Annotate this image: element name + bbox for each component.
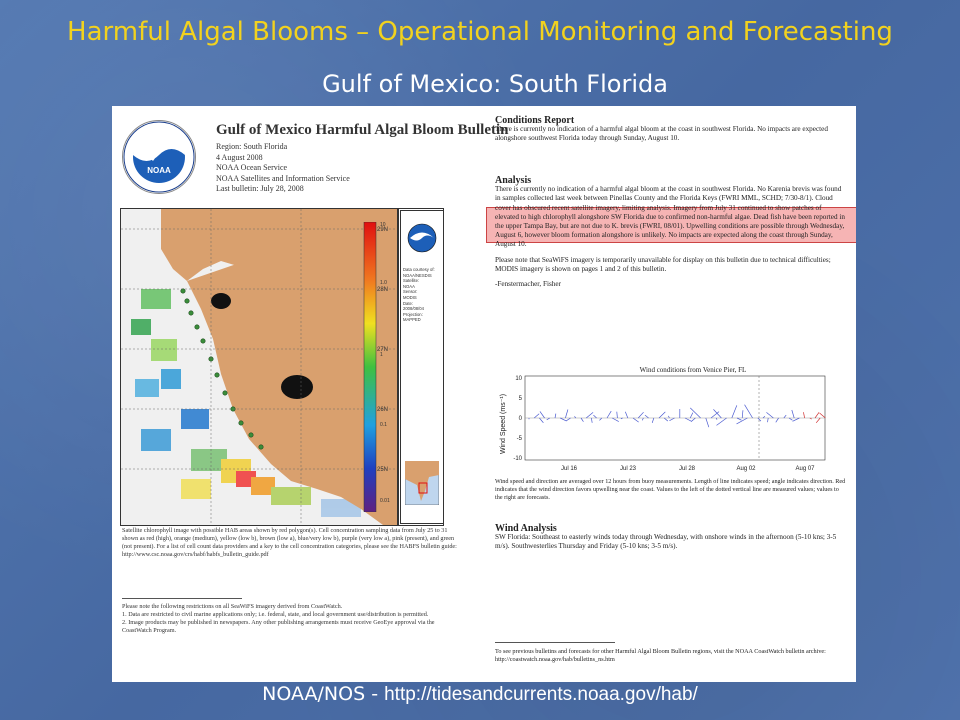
bulletin-title: Gulf of Mexico Harmful Algal Bloom Bulletin — [216, 122, 509, 138]
lat-label: 28N — [377, 287, 389, 293]
lat-label: 29N — [377, 227, 389, 233]
scale-labels — [380, 222, 394, 512]
footer-org: NOAA/NOS - — [262, 683, 385, 705]
noaa-logo-icon — [122, 120, 196, 194]
wind-x-tick: Aug 02 — [736, 466, 756, 472]
wind-analysis-text: SW Florida: Southeast to easterly winds today through Wednesday, with onshore winds in the afternoon (5-10 kns; 3-5 m/s). Southwesterlies Thursday and Friday (5-10 kns; 3-5 m/s). — [495, 533, 837, 551]
legend-label: Satellite: — [403, 278, 420, 284]
wind-x-tick: Jul 23 — [619, 466, 637, 472]
scale-value: 0.01 — [380, 498, 390, 504]
conditions-report — [495, 116, 847, 144]
locator-map-icon — [405, 461, 439, 505]
legend-label: MAPPED — [403, 317, 421, 323]
conditions-text: There is currently no indication of a harmful algal bloom at the coast in southwest Florida. No impacts are expected alongshore southwest Florida today through Sunday, August 10. — [495, 125, 828, 143]
wind-y-tick: -10 — [513, 456, 522, 462]
bulletin-date: 4 August 2008 — [216, 152, 263, 162]
satellite-chlorophyll-map — [120, 208, 398, 526]
legend-label: Date: — [403, 300, 414, 306]
analysis-paragraph-1: There is currently no indication of a harmful algal bloom at the coast in southwest Florida. No Karenia brevis was found in samples collected last week between Pinellas County and the Florida Keys (FWRI MML, SCHD; 7/30-8/1). Cloud cover has obscured recent satellite imagery, limiting analysis. Imagery from July 31 continued to show patches of elevated to high chlorophyll alongshore SW Florida due to confirmed non-harmful algae. Dead fish have been reported in the upper Tampa Bay, but are not due to K. brevis (FWRI, 08/01). Upwelling conditions are possible through Wednesday, August 6, however bloom formation alongshore is unlikely. No impacts are expected along the coast through Sunday, August 10. — [495, 185, 845, 249]
wind-y-tick: 5 — [518, 396, 522, 402]
legend-meta — [403, 267, 443, 323]
scale-value: 1 — [380, 352, 383, 358]
legend-label: NOAA/NESDIS — [403, 272, 432, 278]
analysis-heading: Analysis — [495, 175, 532, 186]
scale-value: 10 — [380, 222, 386, 228]
chlorophyll-color-scale — [362, 222, 378, 512]
wind-x-tick: Aug 07 — [795, 466, 815, 472]
bulletin-service-satellite: NOAA Satellites and Information Service — [216, 173, 350, 183]
wind-caption: Wind speed and direction are averaged over 12 hours from buoy measurements. Length of line indicates speed; angle indicates direction. Red indicates that the wind direction favors upwelling near the coast. Values to the left of the dotted vertical line are measured values; values to the right are forecasts. — [495, 478, 846, 501]
wind-conditions-chart — [495, 362, 847, 474]
archive-footnote: To see previous bulletins and forecasts for other Harmful Algal Bloom Bulletin regions, visit the NOAA CoastWatch bulletin archive: http://coastwatch.noaa.gov/hab/bulletins_ns.htm — [495, 648, 826, 663]
divider — [122, 598, 242, 599]
bulletin-region: Region: South Florida — [216, 142, 288, 151]
wind-x-tick: Jul 28 — [678, 466, 696, 472]
legend-label: Data courtesy of: — [403, 267, 435, 272]
wind-x-tick: Jul 16 — [560, 466, 578, 472]
wind-y-label: Wind Speed (ms⁻¹) — [500, 393, 507, 455]
bulletin-service-ocean: NOAA Ocean Service — [216, 163, 288, 172]
restriction-2: 2. Image products may be published in newspapers. Any other publishing arrangements must receive GeoEye approval via the CoastWatch Program. — [122, 619, 435, 634]
divider — [495, 642, 615, 643]
scale-value: 1.0 — [380, 280, 387, 286]
noaa-logo-text: NOAA — [147, 166, 171, 175]
noaa-small-logo-icon — [407, 223, 437, 253]
lat-label: 26N — [377, 407, 389, 413]
conditions-heading: Conditions Report — [495, 115, 575, 126]
footer-url[interactable]: http://tidesandcurrents.noaa.gov/hab/ — [384, 684, 698, 705]
slide-subtitle: Gulf of Mexico: South Florida — [322, 70, 668, 98]
legend-label: 2008/08/04 — [403, 306, 424, 312]
lat-label: 27N — [377, 347, 389, 353]
lat-label: 25N — [377, 467, 389, 473]
bulletin-last: Last bulletin: July 28, 2008 — [216, 184, 304, 193]
slide-title: Harmful Algal Blooms – Operational Monitoring and Forecasting — [67, 17, 893, 47]
wind-analysis — [495, 524, 847, 552]
legend-label: Sensor: — [403, 289, 418, 295]
legend-label: NOAA — [403, 283, 415, 289]
wind-y-tick: 10 — [515, 376, 522, 382]
legend-label: Projection: — [403, 311, 423, 317]
scale-value: 0.1 — [380, 422, 387, 428]
wind-y-tick: -5 — [516, 436, 522, 442]
restrictions-intro: Please note the following restrictions on all SeaWiFS imagery derived from CoastWatch. — [122, 603, 343, 610]
legend-label: MODIS — [403, 294, 417, 300]
map-caption: Satellite chlorophyll image with possible HAB areas shown by red polygon(s). Cell concentration sampling data from July 25 to 31 shown as red (high), orange (medium), yellow (low b), brown (low a), blue/very low b), purple (very low a), pink (present), and green (not present). For a list of cell count data providers and a key to the cell concentration categories, please see the HABFS bulletin guide: http://www.csc.noaa.gov/crs/habf/habfs_bulletin_guide.pdf — [122, 527, 457, 558]
restriction-1: 1. Data are restricted to civil marine applications only; i.e. federal, state, and local government use/distribution is permitted. — [122, 611, 429, 618]
analysis-authors: -Fenstermacher, Fisher — [495, 280, 561, 289]
restrictions — [122, 603, 462, 635]
bulletin-meta — [216, 142, 350, 195]
analysis-paragraph-2: Please note that SeaWiFS imagery is temporarily unavailable for display on this bulletin due to technical difficulties; MODIS imagery is shown on pages 1 and 2 of this bulletin. — [495, 255, 831, 273]
bulletin-document — [112, 106, 856, 682]
wind-analysis-heading: Wind Analysis — [495, 523, 557, 534]
wind-y-tick: 0 — [518, 416, 522, 422]
legend-info-panel — [400, 210, 444, 524]
slide-footer — [0, 683, 960, 706]
wind-chart-title: Wind conditions from Venice Pier, FL — [639, 366, 747, 374]
analysis-section — [495, 176, 847, 289]
